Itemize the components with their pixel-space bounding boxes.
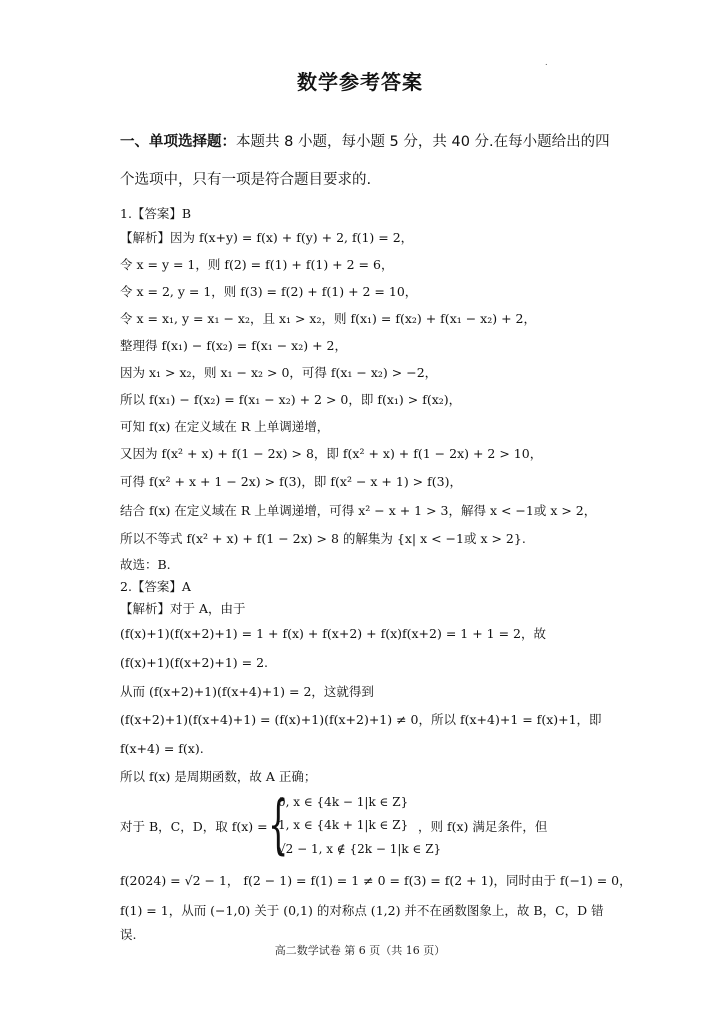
q1-answer: 1.【答案】B [120, 206, 192, 221]
q1-line: 结合 f(x) 在定义域在 R 上单调递增，可得 x² − x + 1 > 3，解得 x < −1或 x > 2， [120, 503, 597, 518]
q2-tail-line: 误. [120, 927, 137, 942]
piecewise-function [268, 788, 442, 862]
q1-line: 又因为 f(x² + x) + f(1 − 2x) > 8，即 f(x² + x) + f(1 − 2x) + 2 > 10， [120, 446, 543, 461]
corner-mark: . [545, 58, 548, 67]
q1-line: 因为 x₁ > x₂，则 x₁ − x₂ > 0，可得 f(x₁ − x₂) > −2， [120, 365, 438, 380]
q2-line: (f(x)+1)(f(x+2)+1) = 1 + f(x) + f(x+2) + f(x)f(x+2) = 1 + 1 = 2，故 [120, 626, 546, 641]
q1-line: 【解析】因为 f(x+y) = f(x) + f(y) + 2, f(1) = 2， [120, 230, 414, 245]
piecewise-case: 1, x ∈ {4k + 1|k ∈ Z} [278, 818, 409, 832]
q2-line: 【解析】对于 A，由于 [120, 601, 246, 616]
section-text-1: 本题共 8 小题，每小题 5 分，共 40 分.在每小题给出的四 [236, 134, 610, 150]
q2-tail-line: f(1) = 1，从而 (−1,0) 关于 (0,1) 的对称点 (1,2) 并不在函数图象上，故 B，C，D 错 [120, 903, 604, 918]
q1-line: 可得 f(x² + x + 1 − 2x) > f(3)，即 f(x² − x + 1) > f(3)， [120, 474, 462, 489]
section-label: 一、单项选择题： [120, 134, 236, 150]
q2-tail-line: f(2024) = √2 − 1， f(2 − 1) = f(1) = 1 ≠ 0 = f(3) = f(2 + 1)，同时由于 f(−1) = 0， [120, 873, 632, 888]
q2-answer: 2.【答案】A [120, 579, 191, 594]
piecewise-prefix: 对于 B，C，D，取 f(x) = [120, 819, 268, 834]
q1-line: 可知 f(x) 在定义域在 R 上单调递增， [120, 419, 330, 434]
q1-line: 令 x = y = 1，则 f(2) = f(1) + f(1) + 2 = 6， [120, 257, 394, 272]
q1-line: 整理得 f(x₁) − f(x₂) = f(x₁ − x₂) + 2， [120, 338, 347, 353]
section-heading-cont [120, 162, 620, 198]
piecewise-case: 0, x ∈ {4k − 1|k ∈ Z} [278, 795, 409, 809]
q2-line: 所以 f(x) 是周期函数，故 A 正确； [120, 769, 317, 784]
piecewise-case: √2 − 1, x ∉ {2k − 1|k ∈ Z} [278, 842, 442, 856]
section-text-2: 个选项中，只有一项是符合题目要求的. [120, 172, 372, 188]
piecewise-suffix: ，则 f(x) 满足条件，但 [418, 819, 548, 834]
section-heading [120, 124, 620, 160]
q2-line: f(x+4) = f(x). [120, 741, 204, 756]
q1-line: 所以不等式 f(x² + x) + f(1 − 2x) > 8 的解集为 {x| x < −1或 x > 2}. [120, 531, 526, 546]
page-title: 数学参考答案 [297, 70, 423, 94]
q2-line: 从而 (f(x+2)+1)(f(x+4)+1) = 2，这就得到 [120, 684, 374, 699]
q2-line: (f(x+2)+1)(f(x+4)+1) = (f(x)+1)(f(x+2)+1) ≠ 0，所以 f(x+4)+1 = f(x)+1，即 [120, 712, 602, 727]
q1-line: 令 x = 2, y = 1，则 f(3) = f(2) + f(1) + 2 = 10， [120, 284, 418, 299]
q1-line: 故选：B. [120, 557, 171, 572]
left-brace: { [268, 788, 289, 862]
q1-line: 令 x = x₁, y = x₁ − x₂，且 x₁ > x₂，则 f(x₁) = f(x₂) + f(x₁ − x₂) + 2， [120, 311, 536, 326]
q2-line: (f(x)+1)(f(x+2)+1) = 2. [120, 655, 268, 670]
page-footer: 高二数学试卷 第 6 页（共 16 页） [274, 944, 446, 957]
q1-line: 所以 f(x₁) − f(x₂) = f(x₁ − x₂) + 2 > 0，即 f(x₁) > f(x₂)， [120, 392, 462, 407]
